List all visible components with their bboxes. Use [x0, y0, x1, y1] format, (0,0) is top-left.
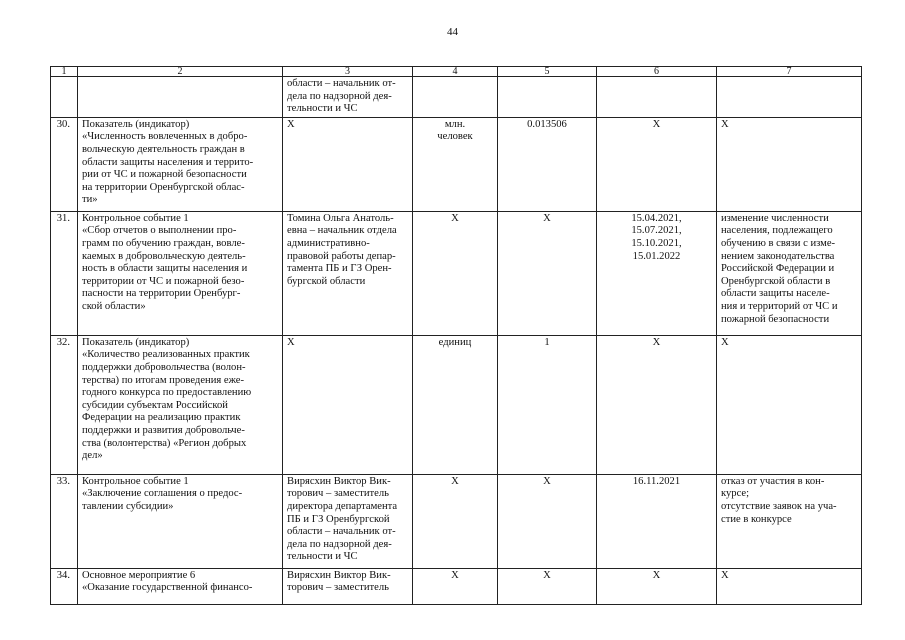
responsible-person-cell	[283, 77, 413, 118]
deadline-cell	[597, 117, 717, 211]
item-name-cell	[78, 211, 283, 335]
item-name-line: «Заключение соглашения о предос-	[82, 488, 243, 500]
responsible-person-cell	[283, 335, 413, 474]
item-name-line: Контрольное событие 1	[82, 212, 189, 224]
value-line: 1	[544, 336, 550, 348]
responsible-person-line: X	[287, 118, 295, 130]
responsible-person-line: области – начальник от-	[287, 78, 396, 89]
row-number-cell: 30.	[51, 117, 78, 211]
unit-cell	[413, 474, 498, 568]
document-table	[50, 66, 862, 605]
responsible-person-cell	[283, 117, 413, 211]
risks-line: Оренбургской области в	[721, 275, 831, 287]
responsible-person-line: Томина Ольга Анатоль-	[287, 212, 394, 224]
value-line: X	[543, 569, 551, 581]
table-row	[51, 77, 862, 118]
risks-cell	[717, 77, 862, 118]
item-name-line: ства (волонтерства) «Регион добрых	[82, 437, 247, 449]
table-row	[51, 474, 862, 568]
responsible-person-line: области – начальник от-	[287, 526, 396, 538]
risks-line: курсе;	[721, 488, 750, 500]
value-line: 0.013506	[527, 118, 567, 130]
deadline-line: X	[652, 336, 661, 348]
responsible-person-line: административно-	[287, 237, 370, 249]
row-number-cell: 31.	[51, 211, 78, 335]
responsible-person-line: дела по надзорной дея-	[287, 538, 392, 550]
item-name-line: «Количество реализованных практик	[82, 349, 250, 361]
item-name-cell	[78, 474, 283, 568]
responsible-person-line: тельности и ЧС	[287, 551, 358, 563]
column-number: 3	[283, 67, 413, 77]
risks-line: Российской Федерации и	[721, 263, 835, 275]
risks-line: пожарной безопасности	[721, 313, 830, 325]
column-number: 2	[78, 67, 283, 77]
deadline-cell	[597, 335, 717, 474]
item-name-line: территории от ЧС и пожарной безо-	[82, 275, 245, 287]
item-name-cell	[78, 77, 283, 118]
value-line: X	[543, 475, 551, 487]
risks-cell	[717, 211, 862, 335]
risks-cell	[717, 474, 862, 568]
value-line: X	[543, 212, 551, 224]
item-name-line: ти»	[82, 194, 98, 206]
responsible-person-line: ПБ и ГЗ Оренбургской	[287, 513, 390, 525]
column-number: 4	[413, 67, 498, 77]
table-row	[51, 117, 862, 211]
unit-cell	[413, 211, 498, 335]
column-number: 1	[51, 67, 78, 77]
responsible-person-line: X	[287, 336, 295, 348]
item-name-line: Основное мероприятие 6	[82, 569, 196, 581]
risks-line: отказ от участия в кон-	[721, 475, 825, 487]
row-number-cell	[51, 77, 78, 118]
item-name-line: Федерации на реализацию практик	[82, 412, 241, 424]
unit-cell	[413, 77, 498, 118]
responsible-person-line: бургской области	[287, 275, 366, 287]
risks-line: стие в конкурсе	[721, 513, 792, 525]
item-name-line: субсидии субъектам Российской	[82, 399, 228, 411]
item-name-line: «Сбор отчетов о выполнении про-	[82, 225, 237, 237]
deadline-cell	[597, 211, 717, 335]
deadline-cell	[597, 474, 717, 568]
table-row	[51, 335, 862, 474]
unit-cell	[413, 568, 498, 604]
responsible-person-line: Вирясхин Виктор Вик-	[287, 475, 391, 487]
value-cell	[498, 568, 597, 604]
page-number: 44	[447, 26, 458, 38]
responsible-person-line: тельности и ЧС	[287, 103, 358, 115]
column-number: 6	[597, 67, 717, 77]
item-name-line: «Оказание государственной финансо-	[82, 582, 253, 594]
risks-line: X	[721, 118, 729, 130]
item-name-cell	[78, 335, 283, 474]
item-name-line: Показатель (индикатор)	[82, 118, 190, 130]
unit-line: млн.	[444, 118, 466, 130]
responsible-person-cell	[283, 474, 413, 568]
responsible-person-line: торович – заместитель	[287, 488, 389, 500]
value-cell	[498, 77, 597, 118]
item-name-line: поддержки добровольчества (волон-	[82, 361, 246, 373]
item-name-line: на территории Оренбургской облас-	[82, 181, 245, 193]
responsible-person-line: Вирясхин Виктор Вик-	[287, 569, 391, 581]
responsible-person-line: дела по надзорной дея-	[287, 90, 392, 102]
responsible-person-line: евна – начальник отдела	[287, 225, 397, 237]
responsible-person-line: директора департамента	[287, 500, 398, 512]
item-name-line: поддержки и развития добровольче-	[82, 424, 245, 436]
deadline-cell	[597, 568, 717, 604]
responsible-person-line: правовой работы депар-	[287, 250, 396, 262]
item-name-line: рии от ЧС и пожарной безопасности	[82, 169, 247, 181]
item-name-line: терства) по итогам проведения еже-	[82, 374, 244, 386]
table-row	[51, 211, 862, 335]
value-cell	[498, 117, 597, 211]
column-number: 7	[717, 67, 862, 77]
deadline-line: 16.11.2021	[632, 475, 681, 487]
unit-line: X	[451, 212, 459, 224]
item-name-line: Контрольное событие 1	[82, 475, 189, 487]
item-name-line: ской области»	[82, 300, 146, 312]
value-cell	[498, 335, 597, 474]
risks-line: X	[721, 569, 729, 581]
deadline-line: 15.01.2022	[632, 250, 681, 262]
item-name-line: годного конкурса по предоставлению	[82, 387, 252, 399]
risks-line: отсутствие заявок на уча-	[721, 500, 837, 512]
row-number-cell: 34.	[51, 568, 78, 604]
risks-cell	[717, 335, 862, 474]
row-number-cell: 32.	[51, 335, 78, 474]
unit-cell	[413, 335, 498, 474]
value-cell	[498, 474, 597, 568]
risks-cell	[717, 568, 862, 604]
deadline-line: 15.10.2021,	[631, 237, 682, 249]
column-number-row	[51, 67, 862, 77]
unit-line: X	[451, 475, 459, 487]
responsible-person-line: тамента ПБ и ГЗ Орен-	[287, 263, 392, 275]
unit-cell	[413, 117, 498, 211]
risks-line: X	[721, 336, 729, 348]
item-name-line: грамм по обучению граждан, вовле-	[82, 237, 245, 249]
deadline-line: X	[652, 118, 661, 130]
risks-line: ния и территорий от ЧС и	[721, 300, 838, 312]
item-name-line: области защиты населения и террито-	[82, 156, 254, 168]
row-number-cell: 33.	[51, 474, 78, 568]
item-name-line: пасности на территории Оренбург-	[82, 288, 241, 300]
risks-line: населения, подлежащего	[721, 225, 833, 237]
column-number: 5	[498, 67, 597, 77]
deadline-line: X	[652, 569, 661, 581]
item-name-line: Показатель (индикатор)	[82, 336, 190, 348]
risks-line: изменение численности	[721, 212, 829, 224]
table-row	[51, 568, 862, 604]
deadline-line: 15.04.2021,	[631, 212, 682, 224]
unit-line: человек	[437, 131, 473, 143]
unit-line: единиц	[438, 336, 472, 348]
item-name-cell	[78, 117, 283, 211]
responsible-person-cell	[283, 211, 413, 335]
risks-line: обучению в связи с изме-	[721, 237, 836, 249]
item-name-line: каемых в добровольческую деятель-	[82, 250, 246, 262]
value-cell	[498, 211, 597, 335]
risks-line: области защиты населе-	[721, 288, 830, 300]
item-name-line: тавлении субсидии»	[82, 500, 174, 512]
item-name-line: дел»	[82, 450, 103, 462]
unit-line: X	[451, 569, 459, 581]
item-name-line: «Численность вовлеченных в добро-	[82, 131, 248, 143]
item-name-cell	[78, 568, 283, 604]
item-name-line: вольческую деятельность граждан в	[82, 143, 245, 155]
responsible-person-line: торович – заместитель	[287, 582, 389, 594]
risks-cell	[717, 117, 862, 211]
risks-line: нением законодательства	[721, 250, 835, 262]
item-name-line: ность в области защиты населения и	[82, 263, 248, 275]
responsible-person-cell	[283, 568, 413, 604]
deadline-line: 15.07.2021,	[631, 225, 682, 237]
deadline-cell	[597, 77, 717, 118]
